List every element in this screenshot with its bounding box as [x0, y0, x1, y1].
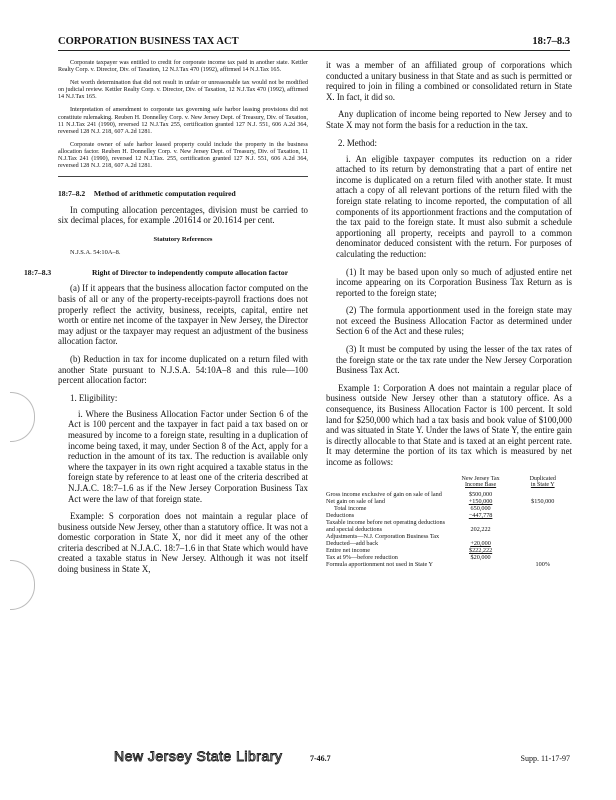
running-header — [58, 34, 570, 51]
method-item-1: (1) It may be based upon only so much of adjusted entire net income appearing on its Corporation Business Tax Return as is reported to the foreign state; — [336, 266, 572, 298]
case-note: Corporate owner of safe harbor leased property could include the property in the business allocation factor. Reuben H. Donnelley Corp. v. New Jersey Dept. of Treasury, Div. of Taxation, 11 N.J.Tax 241 (1990), reversed 12 N.J.Tax. 255, certification granted 127 N.J. 551, 606 A.2d 364, reversed 128 N.J. 218, 607 A.2d 1281. — [58, 141, 308, 170]
section-title: Right of Director to independently compute allocation factor — [92, 267, 289, 277]
page-number: 7-46.7 — [310, 754, 331, 763]
case-note: Corporate taxpayer was entitled to credit for corporate income tax paid in another state. Kettler Realty Corp. v. Director, Div. of Taxation, 12 N.J.Tax 470 (1992), affirmed 14 N.J.Tax 165. — [58, 60, 308, 74]
table-row: Taxable income before net operating deductions and special deductions 202,222 — [326, 518, 491, 533]
table-row: Gross income exclusive of gain on sale of land $500,000 — [326, 490, 493, 498]
example-s-corporation: Example: S corporation does not maintain a regular place of business outside New Jersey, other than a statutory office. It was not a domestic corporation in State X, nor did it meet any of the other criteria described at N.J.A.C. 18:7–1.6 in that State which would have created a taxable status in New Jersey. Although it was not itself doing business in State X, — [58, 511, 308, 575]
section-number: 18:7–8.2 — [58, 189, 86, 199]
section-text: In computing allocation percentages, division must be carried to six decimal places, for example .201614 or 20.1614 per cent. — [58, 204, 308, 226]
table-row: Tax at 9%—before reduction $20,000 — [326, 553, 491, 561]
paragraph-b: (b) Reduction in tax for income duplicated on a return filed with another State pursuant to N.J.S.A. 54:10A–8 and this rule—100 percent allocation factor: — [58, 353, 308, 386]
table-row: Entire net income $222,222 — [326, 546, 493, 554]
method-heading: 2. Method: — [338, 137, 377, 148]
tax-computation-table — [326, 475, 572, 568]
case-note: Net worth determination that did not result in unfair or unreasonable tax would not be modified on judicial review. Kettler Realty Corp. v. Director, Div. of Taxation, 12 N.J.Tax 470 (1992), affirmed 14 N.J.Tax 165. — [58, 80, 308, 101]
header-title: CORPORATION BUSINESS TAX ACT — [58, 36, 239, 47]
binder-hole-mark — [10, 392, 35, 442]
method-text: i. An eligible taxpayer computes its reduction on a rider attached to its return by demonstrating that a part of entire net income is duplicated on a return filed with another state. It must attach a copy of all relevant portions of the return filed with the foreign state relating to income reported, the computation of all components of its apportionment fractions and the computation of the tax paid to the foreign state. It must also submit a schedule apportioning all property, receipts and payroll to a common denominator deduced consistent with the return. For purposes of calculating the reduction: — [336, 153, 572, 259]
table-row: Total income 650,000 — [334, 504, 491, 512]
binder-hole-mark — [10, 560, 35, 610]
section-heading-8-2 — [58, 189, 308, 199]
divider — [58, 176, 308, 177]
example-1-text: Example 1: Corporation A does not maintain a regular place of business outside New Jersey other than a statutory office. As a consequence, its Business Allocation Factor is 100 percent. It sold land for $250,000 which had a tax basis and book value of $100,000 and was situated in State Y. Under the laws of State Y, the entire gain is directly allocable to that State and is taxed at an eight percent rate. It may determine the portion of its tax which is measured by net income as follows: — [326, 382, 572, 467]
library-stamp: New Jersey State Library — [114, 748, 283, 764]
table-row: Adjustments—N.J. Corporation Business Tax Deducted—add back +20,000 — [326, 532, 491, 547]
table-header-row — [326, 475, 572, 491]
continuation-text: it was a member of an affiliated group of corporations which conducted a unitary business in that State and as such is permitted or required to join in filing a combined or consolidated return in State X. In fact, it did so. — [326, 60, 572, 102]
paragraph-a: (a) If it appears that the business allocation factor computed on the basis of all or any of the property-receipts-payroll fractions does not properly reflect the activity, business, receipts, capital, entire net worth or entire net income of the taxpayer in New Jersey, the Director may adjust or the taxpayer may request an adjustment of the business allocation factor. — [58, 283, 308, 347]
eligibility-heading: 1. Eligibility: — [70, 392, 118, 403]
statutory-references-heading: Statutory References — [153, 235, 213, 243]
column-header-nj: New Jersey Tax Income Base — [461, 475, 500, 489]
left-column — [24, 60, 308, 582]
method-item-2: (2) The formula apportionment used in the foreign state may not exceed the Business Allocation Factor as determined under Section 6 of the Act and these rules; — [336, 305, 572, 337]
eligibility-text: i. Where the Business Allocation Factor under Section 6 of the Act is 100 percent and the taxpayer in fact paid a tax based on or measured by income to a foreign state, resulting in a duplication of income being taxed, it may, under Section 8 of the Act, apply for a reduction in the amount of its tax. The reduction is available only where the taxpayer in its own right acquired a taxable status in the foreign state by reference to at least one of the criteria described at N.J.A.C. 18:7–1.6 as if the New Jersey Corporation Business Tax Act were the law of that foreign state. — [68, 408, 308, 504]
page-footer — [58, 748, 570, 768]
column-header-duplicated: Duplicated in State Y — [529, 475, 556, 489]
table-row: Formula apportionment not used in State Y 100% — [326, 560, 550, 568]
right-column — [326, 60, 572, 568]
table-row: Net gain on sale of land +150,000 $150,000 — [326, 497, 555, 505]
table-row: Deductions −447,778 — [326, 511, 493, 519]
supplement-date: Supp. 11-17-97 — [520, 754, 570, 763]
duplication-text: Any duplication of income being reported to New Jersey and to State X may not form the basis for a reduction in the tax. — [326, 109, 572, 130]
section-heading-8-3 — [24, 267, 308, 278]
header-section-range: 18:7–8.3 — [532, 36, 570, 47]
method-item-3: (3) It must be computed by using the lesser of the tax rates of the foreign state or the tax rate under the New Jersey Corporation Business Tax Act. — [336, 344, 572, 376]
section-number: 18:7–8.3 — [24, 267, 52, 277]
statutory-citation: N.J.S.A. 54:10A–8. — [70, 248, 121, 256]
section-title: Method of arithmetic computation required — [93, 189, 236, 199]
case-note: Interpretation of amendment to corporate tax governing safe harbor leasing provisions did not constitute rulemaking. Reuben H. Donnelley Corp. v. New Jersey Dept. of Treasury, Div. of Taxation, 11 N.J.Tax 241 (1990), reversed 12 N.J.Tax 255, certification granted 127 N.J. 551, 606 A.2d 364, reversed 128 N.J. 218, 607 A.2d 1281. — [58, 107, 308, 135]
